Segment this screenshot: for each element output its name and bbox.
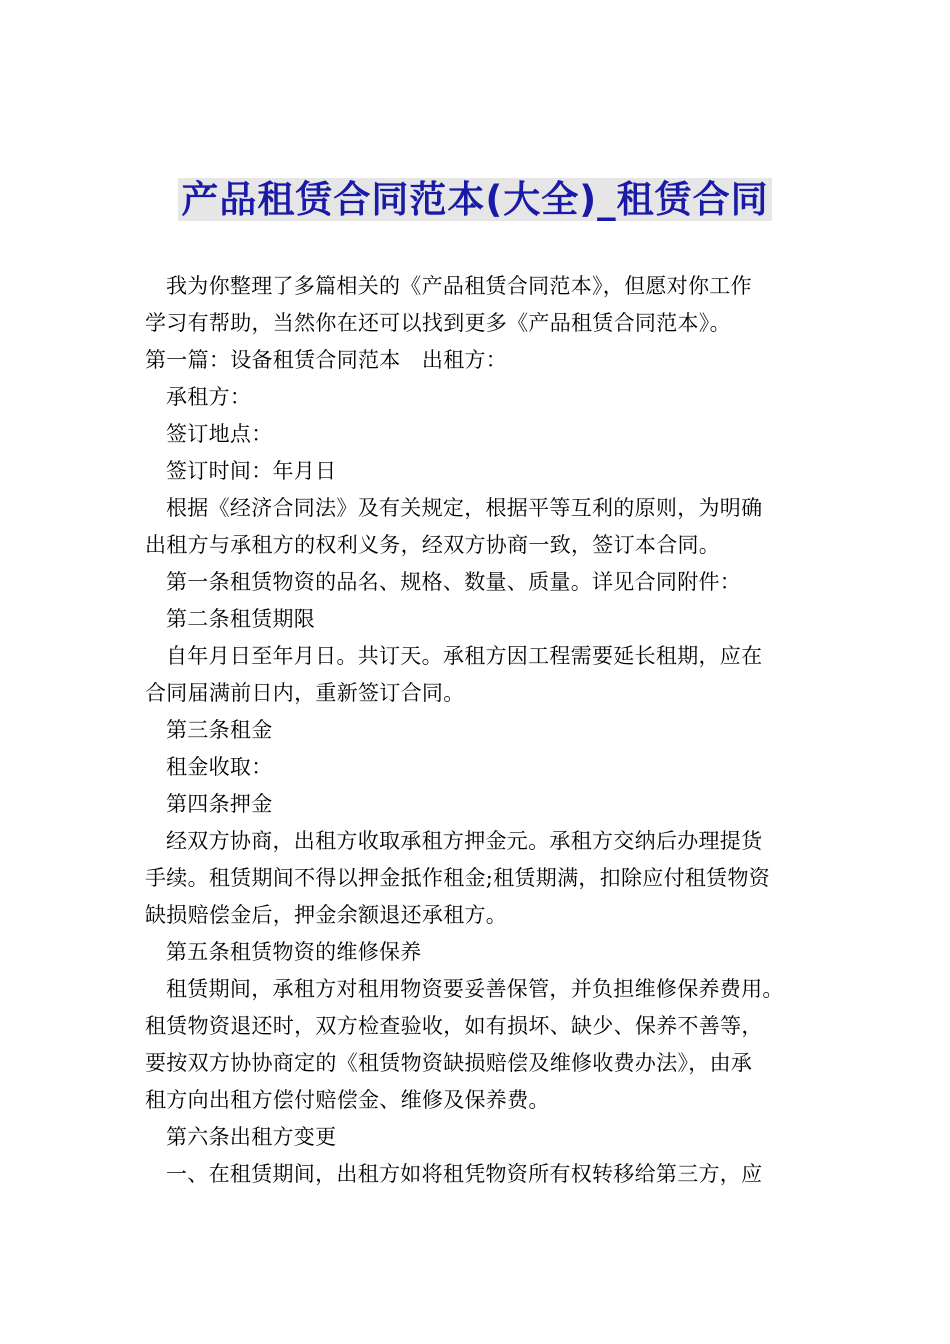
paragraph-line: 第一篇：设备租赁合同范本 出租方： xyxy=(145,348,508,372)
paragraph-line: 租金收取： xyxy=(166,755,273,779)
paragraph-line: 根据《经济合同法》及有关规定，根据平等互利的原则，为明确 xyxy=(166,496,763,520)
paragraph-line: 第三条租金 xyxy=(166,718,273,742)
document-body xyxy=(145,268,825,1193)
paragraph-line: 学习有帮助，当然你在还可以找到更多《产品租赁合同范本》。 xyxy=(145,311,731,335)
paragraph-line: 第六条出租方变更 xyxy=(166,1125,337,1149)
paragraph-line: 我为你整理了多篇相关的《产品租赁合同范本》，但愿对你工作 xyxy=(166,274,752,298)
paragraph-line: 手续。租赁期间不得以押金抵作租金;租赁期满，扣除应付租赁物资 xyxy=(145,866,771,890)
page-title xyxy=(0,172,950,228)
paragraph-line: 第一条租赁物资的品名、规格、数量、质量。详见合同附件： xyxy=(166,570,742,594)
paragraph-line: 租赁物资退还时，双方检查验收，如有损坏、缺少、保养不善等， xyxy=(145,1014,763,1038)
paragraph-line: 租赁期间，承租方对租用物资要妥善保管，并负担维修保养费用。 xyxy=(166,977,784,1001)
paragraph-line: 签订时间：年月日 xyxy=(166,459,337,483)
paragraph-line: 第五条租赁物资的维修保养 xyxy=(166,940,422,964)
paragraph-line: 第二条租赁期限 xyxy=(166,607,316,631)
page-title-text: 产品租赁合同范本(大全)_租赁合同 xyxy=(178,178,771,221)
paragraph-line: 经双方协商，出租方收取承租方押金元。承租方交纳后办理提货 xyxy=(166,829,763,853)
paragraph-line: 第四条押金 xyxy=(166,792,273,816)
paragraph-line: 缺损赔偿金后，押金余额退还承租方。 xyxy=(145,903,508,927)
paragraph-line: 要按双方协协商定的《租赁物资缺损赔偿及维修收费办法》，由承 xyxy=(145,1051,753,1075)
paragraph-line: 合同届满前日内，重新签订合同。 xyxy=(145,681,465,705)
paragraph-line: 一、在租赁期间，出租方如将租凭物资所有权转移给第三方，应 xyxy=(166,1162,763,1186)
paragraph-line: 签订地点： xyxy=(166,422,273,446)
paragraph-line: 租方向出租方偿付赔偿金、维修及保养费。 xyxy=(145,1088,550,1112)
paragraph-line: 承租方： xyxy=(166,385,252,409)
paragraph-line: 自年月日至年月日。共订天。承租方因工程需要延长租期，应在 xyxy=(166,644,763,668)
paragraph-line: 出租方与承租方的权利义务，经双方协商一致，签订本合同。 xyxy=(145,533,721,557)
